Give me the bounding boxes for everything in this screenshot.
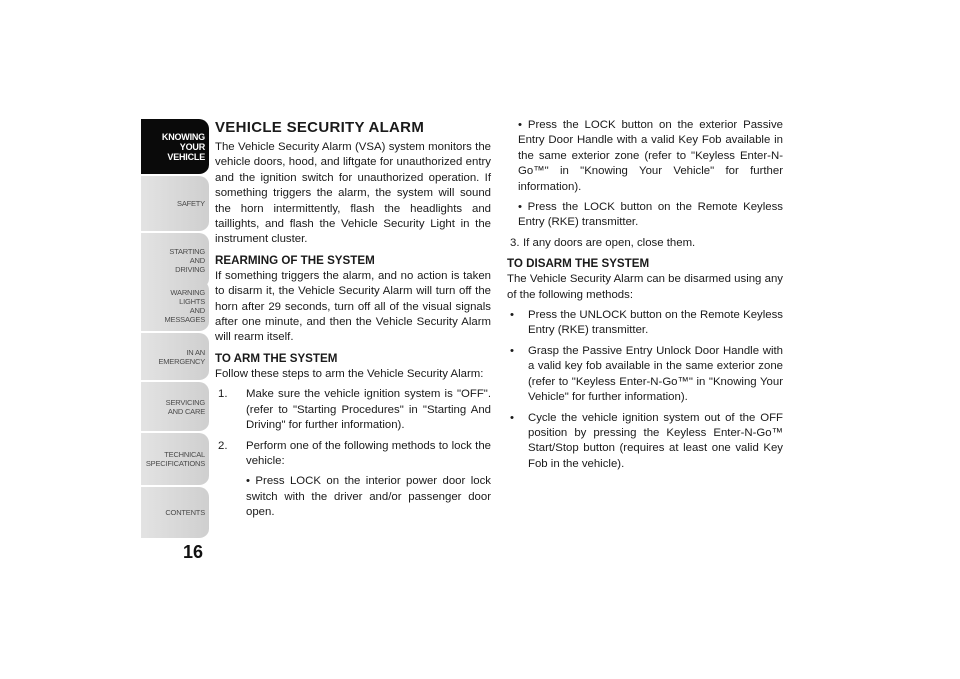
tab-contents[interactable]: CONTENTS xyxy=(141,487,209,539)
tab-technical-specifications[interactable]: TECHNICAL SPECIFICATIONS xyxy=(141,433,209,486)
arm-step-2-method-2 xyxy=(507,118,783,195)
tab-warning-lights-and-messages[interactable]: WARNING LIGHTS AND MESSAGES xyxy=(141,280,209,332)
disarm-method-3 xyxy=(507,411,783,473)
method-text: • Press LOCK on the interior power door lock switch with the driver and/or passenger door open. xyxy=(246,475,491,519)
method-text: • Press the LOCK button on the exterior Passive Entry Door Handle with a valid Key Fob available in the same exterior zone (refer to "Keyless Enter-N-Go™" in "Knowing Your Vehicle" for further information). xyxy=(518,119,783,193)
rearming-heading: REARMING OF THE SYSTEM xyxy=(215,253,375,267)
bullet-marker: • xyxy=(510,411,514,424)
method-text: Press the UNLOCK button on the Remote Keyless Entry (RKE) transmitter. xyxy=(528,309,783,337)
arm-step-3 xyxy=(507,236,783,251)
tab-servicing-and-care[interactable]: SERVICING AND CARE xyxy=(141,382,209,432)
disarm-method-2 xyxy=(507,344,783,406)
arm-intro: Follow these steps to arm the Vehicle Security Alarm: xyxy=(215,367,484,380)
arm-step-2-method-1 xyxy=(215,474,491,520)
arm-heading: TO ARM THE SYSTEM xyxy=(215,351,338,365)
arm-step-1 xyxy=(215,387,491,433)
step-number: 3. xyxy=(510,236,520,249)
tab-in-an-emergency[interactable]: IN AN EMERGENCY xyxy=(141,333,209,381)
tab-knowing-your-vehicle[interactable]: KNOWING YOUR VEHICLE xyxy=(141,119,209,175)
disarm-heading: TO DISARM THE SYSTEM xyxy=(507,257,650,271)
intro-paragraph: The Vehicle Security Alarm (VSA) system monitors the vehicle doors, hood, and liftgate for unauthorized entry and the ignition switch for unauthorized operation. If something triggers the alarm, the system will sound the horn intermittently, flash the headlights and taillights, and flash the Vehicle Security Light in the instrument cluster. xyxy=(215,141,491,246)
step-text: Make sure the vehicle ignition system is "OFF". (refer to "Starting Procedures" in "Starting And Driving" for further information). xyxy=(246,388,491,432)
rearming-paragraph: If something triggers the alarm, and no action is taken to disarm it, the Vehicle Security Alarm will turn off the horn after 29 seconds, turn off all of the visual signals after one minute, and then the Vehicle Security Alarm will rearm itself. xyxy=(215,269,491,344)
tab-safety[interactable]: SAFETY xyxy=(141,176,209,232)
tab-starting-and-driving[interactable]: STARTING AND DRIVING xyxy=(141,233,209,289)
right-column xyxy=(507,118,783,472)
arm-step-2 xyxy=(215,439,491,470)
bullet-marker: • xyxy=(510,309,514,322)
method-text: Grasp the Passive Entry Unlock Door Handle with a valid key fob available in the same exterior zone (refer to "Keyless Enter-N-Go™" in "Knowing Your Vehicle" for further information). xyxy=(528,344,783,404)
section-title: VEHICLE SECURITY ALARM xyxy=(215,119,425,136)
left-column xyxy=(215,118,491,521)
step-number: 1. xyxy=(218,388,228,401)
disarm-intro: The Vehicle Security Alarm can be disarmed using any of the following methods: xyxy=(507,273,783,301)
step-text: Perform one of the following methods to lock the vehicle: xyxy=(246,439,491,467)
page-number: 16 xyxy=(182,542,204,562)
step-number: 2. xyxy=(218,439,228,452)
bullet-marker: • xyxy=(510,344,514,357)
disarm-method-1 xyxy=(507,308,783,339)
method-text: Cycle the vehicle ignition system out of the OFF position by pressing the Keyless Enter-N-Go™ Start/Stop button (requires at least one valid Key Fob in the vehicle). xyxy=(528,411,783,470)
step-text: If any doors are open, close them. xyxy=(523,236,696,249)
arm-step-2-method-3 xyxy=(507,200,783,231)
method-text: • Press the LOCK button on the Remote Keyless Entry (RKE) transmitter. xyxy=(518,201,783,229)
